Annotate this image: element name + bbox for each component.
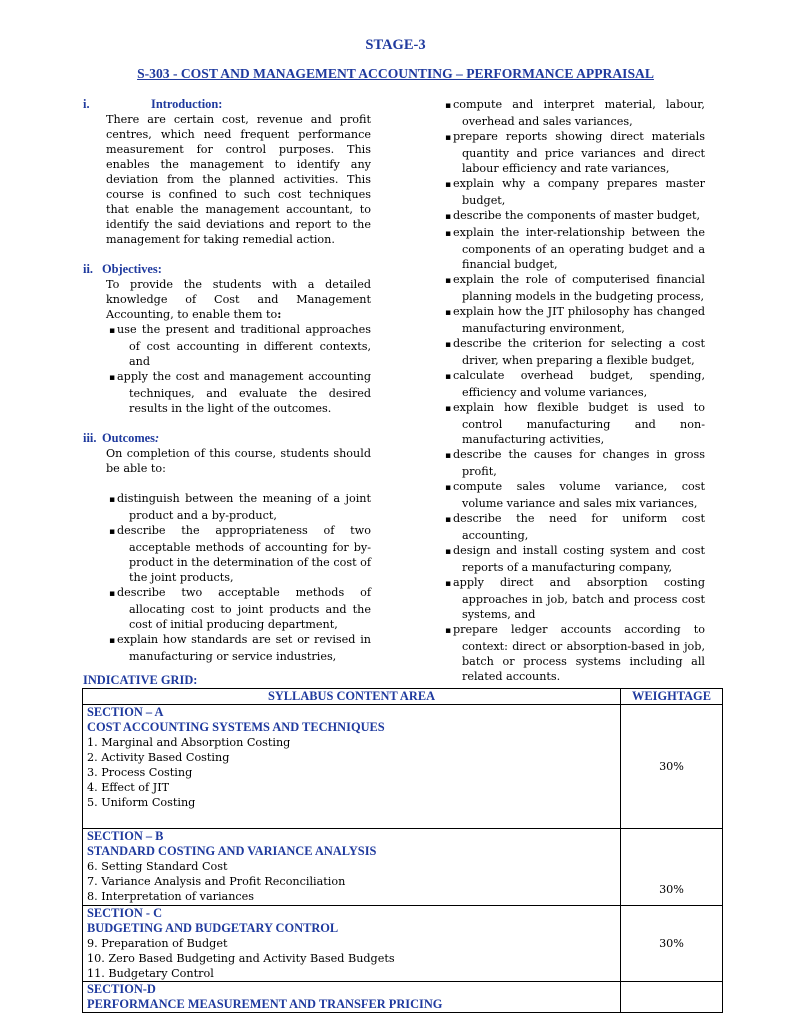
list-item: 8. Interpretation of variances — [87, 890, 255, 903]
list-item: ▪ prepare ledger accounts according to context: direct or absorption-based in job, batch or process systems including all related accounts. — [436, 622, 705, 684]
outcomes-intro: On completion of this course, students should be able to: — [106, 447, 371, 475]
section-title: BUDGETING AND BUDGETARY CONTROL — [87, 921, 339, 935]
table-header-row — [83, 689, 723, 705]
table-row — [83, 982, 723, 1013]
list-item: 9. Preparation of Budget — [87, 937, 228, 950]
list-item: 2. Activity Based Costing — [87, 751, 230, 764]
outcomes-list-right — [436, 97, 705, 684]
objectives-heading — [83, 262, 371, 277]
subject-title: S-303 - COST AND MANAGEMENT ACCOUNTING – PERFORMANCE APPRAISAL — [137, 66, 654, 81]
list-item: ▪ apply direct and absorption costing approaches in job, batch and process cost systems, and — [436, 575, 705, 622]
list-item: ▪ compute and interpret material, labour, overhead and sales variances, — [436, 97, 705, 129]
header-weightage: WEIGHTAGE — [621, 689, 723, 705]
weightage-value: 30% — [621, 705, 723, 829]
section-label: SECTION – A — [87, 705, 164, 719]
list-item: ▪ describe the need for uniform cost accounting, — [436, 511, 705, 543]
list-item: ▪ explain the inter-relationship between the components of an operating budget and a financial budget, — [436, 225, 705, 272]
introduction-number: i. — [83, 97, 90, 111]
table-row — [83, 829, 723, 906]
list-item: 7. Variance Analysis and Profit Reconciliation — [87, 875, 346, 888]
objectives-number: ii. — [83, 262, 93, 276]
list-item: ▪ describe two acceptable methods of allocating cost to joint products and the cost of initial producing department, — [109, 585, 371, 632]
objectives-list — [83, 322, 371, 416]
list-item: ▪ explain how the JIT philosophy has changed manufacturing environment, — [436, 304, 705, 336]
list-item: 11. Budgetary Control — [87, 967, 214, 980]
list-item: ▪ compute sales volume variance, cost volume variance and sales mix variances, — [436, 479, 705, 511]
section-label: SECTION – B — [87, 829, 164, 843]
outcomes-heading: iii. Outcomes: — [83, 431, 160, 445]
list-item: ▪ calculate overhead budget, spending, efficiency and volume variances, — [436, 368, 705, 400]
section-title: COST ACCOUNTING SYSTEMS AND TECHNIQUES — [87, 720, 385, 734]
list-item: ▪ explain why a company prepares master budget, — [436, 176, 705, 208]
header-syllabus-content: SYLLABUS CONTENT AREA — [83, 689, 621, 705]
list-item: 5. Uniform Costing — [87, 796, 196, 809]
list-item: 4. Effect of JIT — [87, 781, 170, 794]
objectives-intro: To provide the students with a detailed knowledge of Cost and Management Accounting, to enable them to: — [106, 278, 371, 321]
objectives-label: Objectives: — [102, 262, 162, 276]
list-item: ▪ describe the causes for changes in gross profit, — [436, 447, 705, 479]
list-item: ▪ describe the appropriateness of two acceptable methods of accounting for by-product in the determination of the cost of the joint products, — [109, 523, 371, 585]
section-title: STANDARD COSTING AND VARIANCE ANALYSIS — [87, 844, 377, 858]
introduction-label: Introduction: — [151, 97, 223, 111]
outcomes-list-left — [83, 491, 371, 664]
indicative-grid-label: INDICATIVE GRID: — [83, 673, 198, 687]
introduction-heading — [83, 97, 371, 112]
list-item: ▪ apply the cost and management accounting techniques, and evaluate the desired results in the light of the outcomes. — [109, 369, 371, 416]
list-item: ▪ distinguish between the meaning of a joint product and a by-product, — [109, 491, 371, 523]
list-item: ▪ explain how standards are set or revised in manufacturing or service industries, — [109, 632, 371, 664]
list-item: 3. Process Costing — [87, 766, 193, 779]
table-row — [83, 906, 723, 982]
introduction-text: There are certain cost, revenue and profit centres, which need frequent performance measurement for control purposes. This enables the management to identify any deviation from the planned activities. This course is confined to such cost techniques that enable the management accountant, to identify the said deviations and report to the management for taking remedial action. — [106, 113, 371, 246]
list-item: ▪ explain how flexible budget is used to control manufacturing and non-manufacturing activities, — [436, 400, 705, 447]
section-label: SECTION - C — [87, 906, 163, 920]
list-item: 1. Marginal and Absorption Costing — [87, 736, 291, 749]
list-item: 6. Setting Standard Cost — [87, 860, 228, 873]
section-title: PERFORMANCE MEASUREMENT AND TRANSFER PRICING — [87, 997, 443, 1011]
weightage-value: 30% — [621, 829, 723, 906]
outcomes-number: iii. — [83, 431, 97, 445]
list-item: ▪ prepare reports showing direct materials quantity and price variances and direct labour efficiency and rate variances, — [436, 129, 705, 176]
list-item: ▪ describe the components of master budget, — [436, 208, 705, 225]
list-item: ▪ explain the role of computerised financial planning models in the budgeting process, — [436, 272, 705, 304]
list-item: ▪ use the present and traditional approaches of cost accounting in different contexts, and — [109, 322, 371, 369]
list-item: ▪ describe the criterion for selecting a cost driver, when preparing a flexible budget, — [436, 336, 705, 368]
right-column — [436, 97, 705, 684]
table-row — [83, 705, 723, 829]
indicative-grid-table — [82, 688, 723, 1013]
weightage-value: 30% — [621, 906, 723, 982]
weightage-value — [621, 982, 723, 1013]
stage-title: STAGE-3 — [365, 37, 426, 53]
list-item: ▪ design and install costing system and cost reports of a manufacturing company, — [436, 543, 705, 575]
list-item: 10. Zero Based Budgeting and Activity Based Budgets — [87, 952, 395, 965]
outcomes-label: Outcomes — [102, 431, 155, 445]
section-label: SECTION-D — [87, 982, 156, 996]
left-column — [83, 97, 371, 664]
